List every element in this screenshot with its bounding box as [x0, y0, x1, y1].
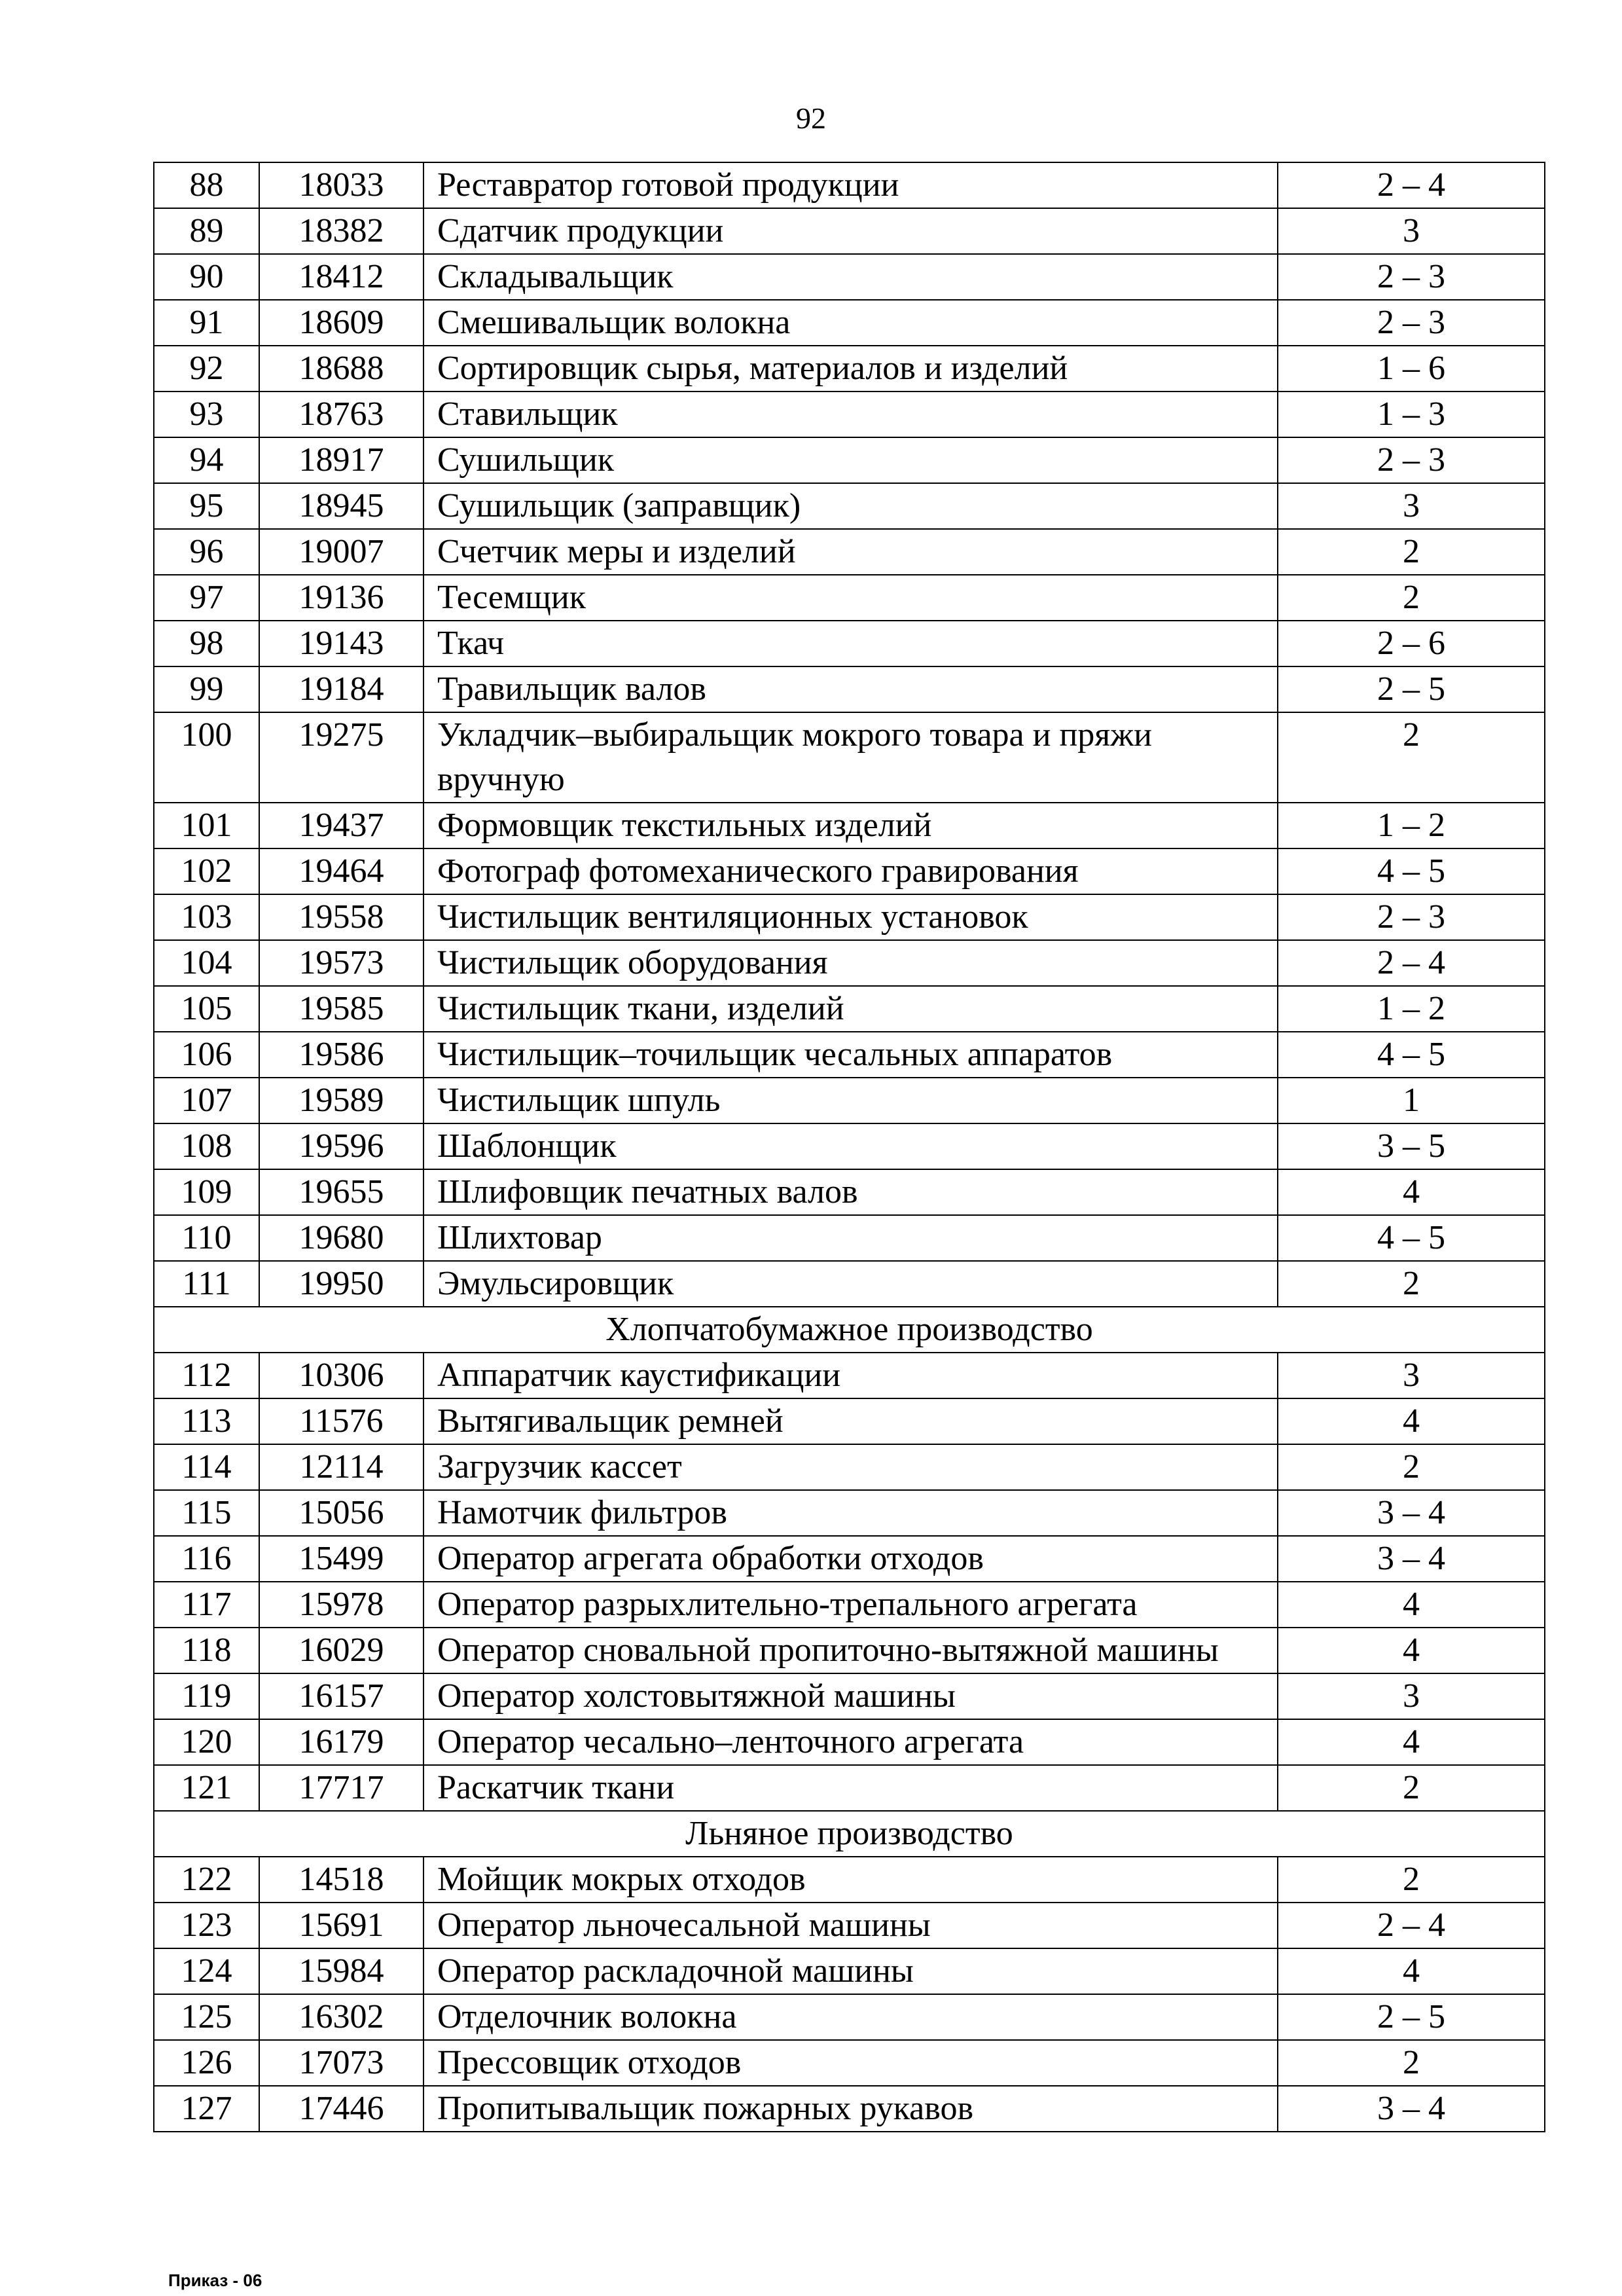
row-number: 95 [154, 483, 259, 529]
category-range: 3 – 5 [1278, 1123, 1545, 1169]
profession-code: 16157 [259, 1673, 424, 1719]
profession-code: 14518 [259, 1857, 424, 1903]
row-number: 117 [154, 1582, 259, 1628]
profession-code: 19007 [259, 529, 424, 575]
table-row [154, 2040, 1545, 2086]
table-row [154, 1994, 1545, 2040]
profession-name: Чистильщик вентиляционных установок [424, 894, 1278, 940]
profession-code: 15691 [259, 1903, 424, 1948]
row-number: 98 [154, 621, 259, 666]
profession-name: Оператор холстовытяжной машины [424, 1673, 1278, 1719]
category-range: 2 [1278, 2040, 1545, 2086]
profession-code: 16179 [259, 1719, 424, 1765]
row-number: 111 [154, 1261, 259, 1307]
category-range: 1 [1278, 1078, 1545, 1123]
profession-name: Оператор агрегата обработки отходов [424, 1536, 1278, 1582]
row-number: 118 [154, 1628, 259, 1673]
profession-code: 18917 [259, 437, 424, 483]
section-header-row [154, 1811, 1545, 1857]
table-row [154, 162, 1545, 208]
category-range: 3 [1278, 483, 1545, 529]
row-number: 99 [154, 666, 259, 712]
table-row [154, 254, 1545, 300]
table-row [154, 666, 1545, 712]
table-row [154, 1719, 1545, 1765]
profession-name: Мойщик мокрых отходов [424, 1857, 1278, 1903]
profession-code: 16302 [259, 1994, 424, 2040]
table-row [154, 1628, 1545, 1673]
category-range: 3 – 4 [1278, 2086, 1545, 2132]
row-number: 90 [154, 254, 259, 300]
category-range: 4 – 5 [1278, 1215, 1545, 1261]
row-number: 106 [154, 1032, 259, 1078]
category-range: 4 – 5 [1278, 848, 1545, 894]
row-number: 89 [154, 208, 259, 254]
row-number: 125 [154, 1994, 259, 2040]
profession-name: Сортировщик сырья, материалов и изделий [424, 346, 1278, 392]
category-range: 2 – 3 [1278, 300, 1545, 346]
row-number: 122 [154, 1857, 259, 1903]
profession-code: 18609 [259, 300, 424, 346]
profession-code: 18382 [259, 208, 424, 254]
category-range: 2 – 3 [1278, 894, 1545, 940]
category-range: 1 – 6 [1278, 346, 1545, 392]
row-number: 113 [154, 1398, 259, 1444]
section-header-row [154, 1307, 1545, 1353]
row-number: 100 [154, 712, 259, 803]
category-range: 2 [1278, 1444, 1545, 1490]
category-range: 4 [1278, 1169, 1545, 1215]
category-range: 3 – 4 [1278, 1490, 1545, 1536]
row-number: 119 [154, 1673, 259, 1719]
table-row [154, 1215, 1545, 1261]
profession-name: Намотчик фильтров [424, 1490, 1278, 1536]
category-range: 2 [1278, 1765, 1545, 1811]
table-row [154, 712, 1545, 803]
profession-name: Чистильщик шпуль [424, 1078, 1278, 1123]
row-number: 114 [154, 1444, 259, 1490]
table-row [154, 1948, 1545, 1994]
profession-name: Оператор чесально–ленточного агрегата [424, 1719, 1278, 1765]
profession-name: Сушильщик [424, 437, 1278, 483]
category-range: 2 – 5 [1278, 1994, 1545, 2040]
profession-code: 19275 [259, 712, 424, 803]
row-number: 102 [154, 848, 259, 894]
professions-table [153, 162, 1545, 2132]
table-row [154, 392, 1545, 437]
profession-name: Пропитывальщик пожарных рукавов [424, 2086, 1278, 2132]
profession-code: 19585 [259, 986, 424, 1032]
table-row [154, 300, 1545, 346]
category-range: 4 [1278, 1948, 1545, 1994]
row-number: 103 [154, 894, 259, 940]
category-range: 4 [1278, 1628, 1545, 1673]
profession-code: 18033 [259, 162, 424, 208]
profession-name: Чистильщик ткани, изделий [424, 986, 1278, 1032]
profession-code: 19143 [259, 621, 424, 666]
category-range: 2 – 4 [1278, 162, 1545, 208]
profession-code: 19589 [259, 1078, 424, 1123]
row-number: 104 [154, 940, 259, 986]
profession-code: 18688 [259, 346, 424, 392]
profession-code: 19464 [259, 848, 424, 894]
row-number: 101 [154, 803, 259, 848]
category-range: 4 – 5 [1278, 1032, 1545, 1078]
table-row [154, 1765, 1545, 1811]
table-row [154, 1582, 1545, 1628]
table-row [154, 848, 1545, 894]
row-number: 112 [154, 1353, 259, 1398]
row-number: 127 [154, 2086, 259, 2132]
category-range: 2 – 5 [1278, 666, 1545, 712]
profession-code: 19596 [259, 1123, 424, 1169]
category-range: 2 [1278, 575, 1545, 621]
profession-name: Оператор льночесальной машины [424, 1903, 1278, 1948]
profession-code: 18412 [259, 254, 424, 300]
table-row [154, 621, 1545, 666]
profession-name: Прессовщик отходов [424, 2040, 1278, 2086]
profession-code: 19586 [259, 1032, 424, 1078]
profession-code: 19655 [259, 1169, 424, 1215]
table-row [154, 208, 1545, 254]
profession-name: Чистильщик оборудования [424, 940, 1278, 986]
profession-code: 12114 [259, 1444, 424, 1490]
category-range: 1 – 2 [1278, 803, 1545, 848]
profession-name: Формовщик текстильных изделий [424, 803, 1278, 848]
table-row [154, 1353, 1545, 1398]
row-number: 115 [154, 1490, 259, 1536]
row-number: 123 [154, 1903, 259, 1948]
profession-name: Оператор разрыхлительно-трепального агрегата [424, 1582, 1278, 1628]
table-row [154, 940, 1545, 986]
category-range: 1 – 3 [1278, 392, 1545, 437]
category-range: 3 [1278, 208, 1545, 254]
profession-code: 19437 [259, 803, 424, 848]
table-row [154, 1123, 1545, 1169]
table-row [154, 346, 1545, 392]
table-row [154, 437, 1545, 483]
profession-name: Чистильщик–точильщик чесальных аппаратов [424, 1032, 1278, 1078]
category-range: 2 – 6 [1278, 621, 1545, 666]
profession-name: Шлифовщик печатных валов [424, 1169, 1278, 1215]
table-row [154, 1857, 1545, 1903]
profession-code: 18945 [259, 483, 424, 529]
section-title: Хлопчатобумажное производство [154, 1307, 1545, 1353]
profession-name: Фотограф фотомеханического гравирования [424, 848, 1278, 894]
profession-name: Сушильщик (заправщик) [424, 483, 1278, 529]
row-number: 88 [154, 162, 259, 208]
table-row [154, 1490, 1545, 1536]
category-range: 2 – 3 [1278, 254, 1545, 300]
profession-code: 15499 [259, 1536, 424, 1582]
profession-code: 18763 [259, 392, 424, 437]
category-range: 3 [1278, 1353, 1545, 1398]
profession-code: 19680 [259, 1215, 424, 1261]
profession-name: Раскатчик ткани [424, 1765, 1278, 1811]
profession-name: Шлихтовар [424, 1215, 1278, 1261]
row-number: 110 [154, 1215, 259, 1261]
table-row [154, 483, 1545, 529]
category-range: 3 – 4 [1278, 1536, 1545, 1582]
category-range: 2 [1278, 529, 1545, 575]
profession-code: 10306 [259, 1353, 424, 1398]
profession-name: Счетчик меры и изделий [424, 529, 1278, 575]
table-row [154, 1398, 1545, 1444]
profession-code: 15056 [259, 1490, 424, 1536]
category-range: 2 [1278, 712, 1545, 803]
table-row [154, 1078, 1545, 1123]
table-row [154, 2086, 1545, 2132]
row-number: 109 [154, 1169, 259, 1215]
profession-code: 19950 [259, 1261, 424, 1307]
profession-code: 11576 [259, 1398, 424, 1444]
row-number: 126 [154, 2040, 259, 2086]
profession-code: 16029 [259, 1628, 424, 1673]
profession-name: Складывальщик [424, 254, 1278, 300]
category-range: 2 – 4 [1278, 940, 1545, 986]
row-number: 116 [154, 1536, 259, 1582]
profession-name: Оператор раскладочной машины [424, 1948, 1278, 1994]
profession-name: Эмульсировщик [424, 1261, 1278, 1307]
category-range: 2 – 4 [1278, 1903, 1545, 1948]
profession-code: 17717 [259, 1765, 424, 1811]
table-row [154, 1169, 1545, 1215]
profession-code: 15984 [259, 1948, 424, 1994]
row-number: 108 [154, 1123, 259, 1169]
category-range: 2 – 3 [1278, 437, 1545, 483]
table-row [154, 986, 1545, 1032]
row-number: 94 [154, 437, 259, 483]
row-number: 97 [154, 575, 259, 621]
category-range: 4 [1278, 1398, 1545, 1444]
profession-name: Шаблонщик [424, 1123, 1278, 1169]
profession-name: Оператор сновальной пропиточно-вытяжной машины [424, 1628, 1278, 1673]
profession-name: Укладчик–выбиральщик мокрого товара и пряжи вручную [424, 712, 1278, 803]
table-row [154, 1032, 1545, 1078]
category-range: 4 [1278, 1719, 1545, 1765]
profession-name: Реставратор готовой продукции [424, 162, 1278, 208]
table-row [154, 1444, 1545, 1490]
category-range: 3 [1278, 1673, 1545, 1719]
table-row [154, 894, 1545, 940]
profession-code: 17073 [259, 2040, 424, 2086]
professions-table-body [154, 162, 1545, 2132]
profession-name: Отделочник волокна [424, 1994, 1278, 2040]
row-number: 93 [154, 392, 259, 437]
table-row [154, 1673, 1545, 1719]
profession-code: 17446 [259, 2086, 424, 2132]
table-row [154, 575, 1545, 621]
table-row [154, 1261, 1545, 1307]
document-footer: Приказ - 06 [168, 2270, 262, 2290]
category-range: 2 [1278, 1857, 1545, 1903]
table-row [154, 529, 1545, 575]
row-number: 92 [154, 346, 259, 392]
profession-code: 19558 [259, 894, 424, 940]
profession-name: Сдатчик продукции [424, 208, 1278, 254]
row-number: 124 [154, 1948, 259, 1994]
row-number: 91 [154, 300, 259, 346]
profession-name: Загрузчик кассет [424, 1444, 1278, 1490]
table-row [154, 803, 1545, 848]
category-range: 2 [1278, 1261, 1545, 1307]
category-range: 4 [1278, 1582, 1545, 1628]
row-number: 105 [154, 986, 259, 1032]
profession-name: Ткач [424, 621, 1278, 666]
row-number: 96 [154, 529, 259, 575]
row-number: 107 [154, 1078, 259, 1123]
category-range: 1 – 2 [1278, 986, 1545, 1032]
profession-name: Смешивальщик волокна [424, 300, 1278, 346]
page-number: 92 [796, 101, 826, 135]
row-number: 120 [154, 1719, 259, 1765]
section-title: Льняное производство [154, 1811, 1545, 1857]
profession-code: 19573 [259, 940, 424, 986]
profession-name: Вытягивальщик ремней [424, 1398, 1278, 1444]
profession-code: 19136 [259, 575, 424, 621]
profession-name: Ставильщик [424, 392, 1278, 437]
profession-name: Травильщик валов [424, 666, 1278, 712]
table-row [154, 1536, 1545, 1582]
profession-name: Аппаратчик каустификации [424, 1353, 1278, 1398]
profession-code: 19184 [259, 666, 424, 712]
table-row [154, 1903, 1545, 1948]
profession-code: 15978 [259, 1582, 424, 1628]
profession-name: Тесемщик [424, 575, 1278, 621]
row-number: 121 [154, 1765, 259, 1811]
